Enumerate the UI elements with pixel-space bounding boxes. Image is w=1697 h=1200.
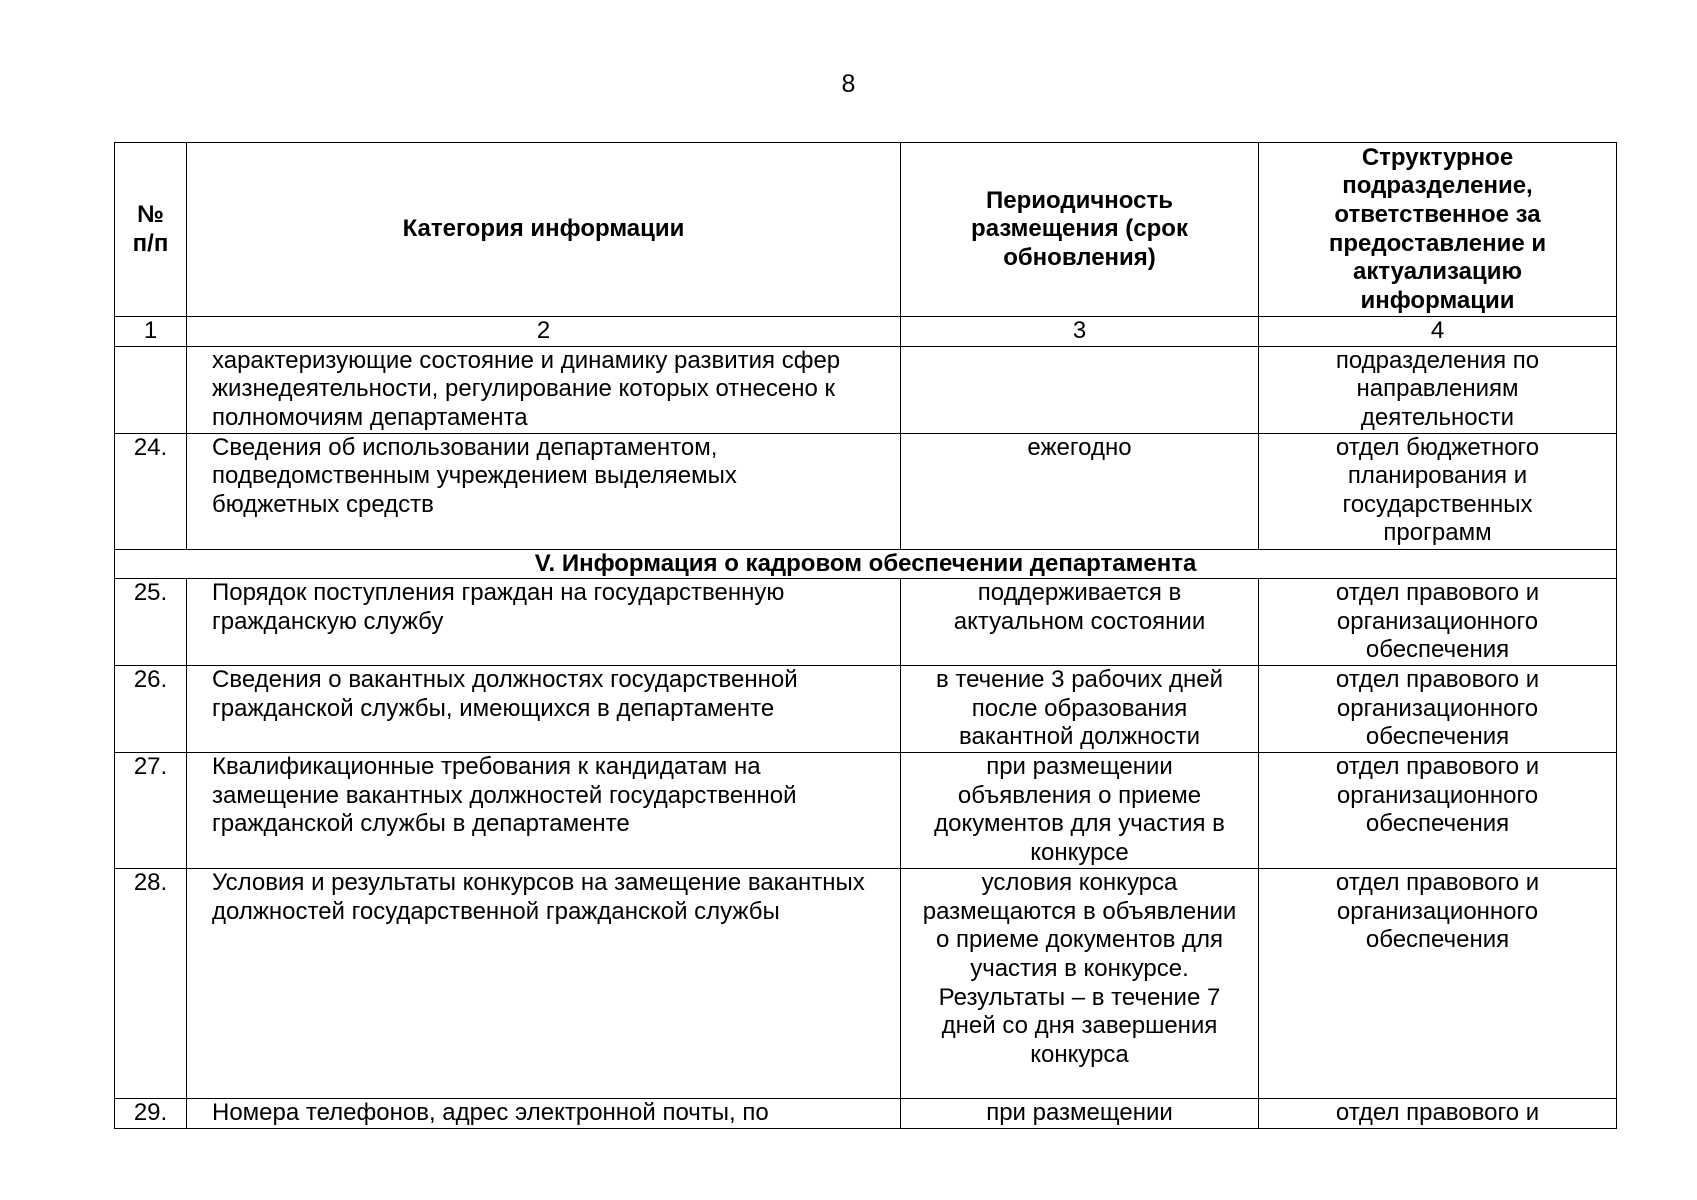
column-number: 2 [187, 317, 901, 347]
row-number: 25. [115, 579, 187, 666]
table-row [115, 579, 1617, 666]
row-period: поддерживается в актуальном состоянии [901, 579, 1259, 666]
row-period-conditions: условия конкурса размещаются в объявлении о приеме документов для участия в конкурсе. [922, 869, 1237, 982]
row-dept: отдел правового и организационного обеспечения [1259, 869, 1617, 1099]
row-period-results: Результаты – в течение 7 дней со дня завершения конкурса [938, 983, 1221, 1068]
row-period [901, 346, 1259, 433]
table-row [115, 869, 1617, 1099]
row-number: 28. [115, 869, 187, 1099]
header-period: Периодичность размещения (срок обновления) [901, 143, 1259, 317]
row-dept: отдел правового и организационного обеспечения [1259, 579, 1617, 666]
row-dept: отдел правового и [1259, 1099, 1617, 1129]
row-number: 24. [115, 433, 187, 549]
row-number: 29. [115, 1099, 187, 1129]
row-dept: подразделения по направлениям деятельности [1259, 346, 1617, 433]
column-number: 4 [1259, 317, 1617, 347]
row-period: при размещении [901, 1099, 1259, 1129]
column-number-row [115, 317, 1617, 347]
table-row [115, 346, 1617, 433]
row-category: Сведения о вакантных должностях государственной гражданской службы, имеющихся в департаменте [187, 666, 901, 753]
table-row [115, 1099, 1617, 1129]
row-number: 27. [115, 753, 187, 869]
row-category: Квалификационные требования к кандидатам на замещение вакантных должностей государственной гражданской службы в департаменте [187, 753, 901, 869]
information-table [114, 142, 1617, 1129]
table-row [115, 433, 1617, 549]
row-dept: отдел бюджетного планирования и государственных программ [1259, 433, 1617, 549]
row-dept: отдел правового и организационного обеспечения [1259, 753, 1617, 869]
row-period: при размещении объявления о приеме документов для участия в конкурсе [901, 753, 1259, 869]
header-no: № п/п [115, 143, 187, 317]
table-row [115, 753, 1617, 869]
section-row [115, 549, 1617, 579]
row-category: Номера телефонов, адрес электронной почты, по [187, 1099, 901, 1129]
row-category: Сведения об использовании департаментом, подведомственным учреждением выделяемых бюджетных средств [187, 433, 901, 549]
page-number: 8 [841, 70, 856, 98]
row-category: Условия и результаты конкурсов на замещение вакантных должностей государственной гражданской службы [187, 869, 901, 1099]
table-row [115, 666, 1617, 753]
column-number: 1 [115, 317, 187, 347]
row-number: 26. [115, 666, 187, 753]
row-dept: отдел правового и организационного обеспечения [1259, 666, 1617, 753]
row-period: в течение 3 рабочих дней после образования вакантной должности [901, 666, 1259, 753]
row-period: ежегодно [901, 433, 1259, 549]
header-category: Категория информации [187, 143, 901, 317]
header-row [115, 143, 1617, 317]
section-title: V. Информация о кадровом обеспечении департамента [115, 549, 1617, 579]
row-number [115, 346, 187, 433]
row-category: характеризующие состояние и динамику развития сфер жизнедеятельности, регулирование которых отнесено к полномочиям департамента [187, 346, 901, 433]
row-category: Порядок поступления граждан на государственную гражданскую службу [187, 579, 901, 666]
row-period [901, 869, 1259, 1099]
column-number: 3 [901, 317, 1259, 347]
header-dept: Структурное подразделение, ответственное за предоставление и актуализацию информации [1259, 143, 1617, 317]
